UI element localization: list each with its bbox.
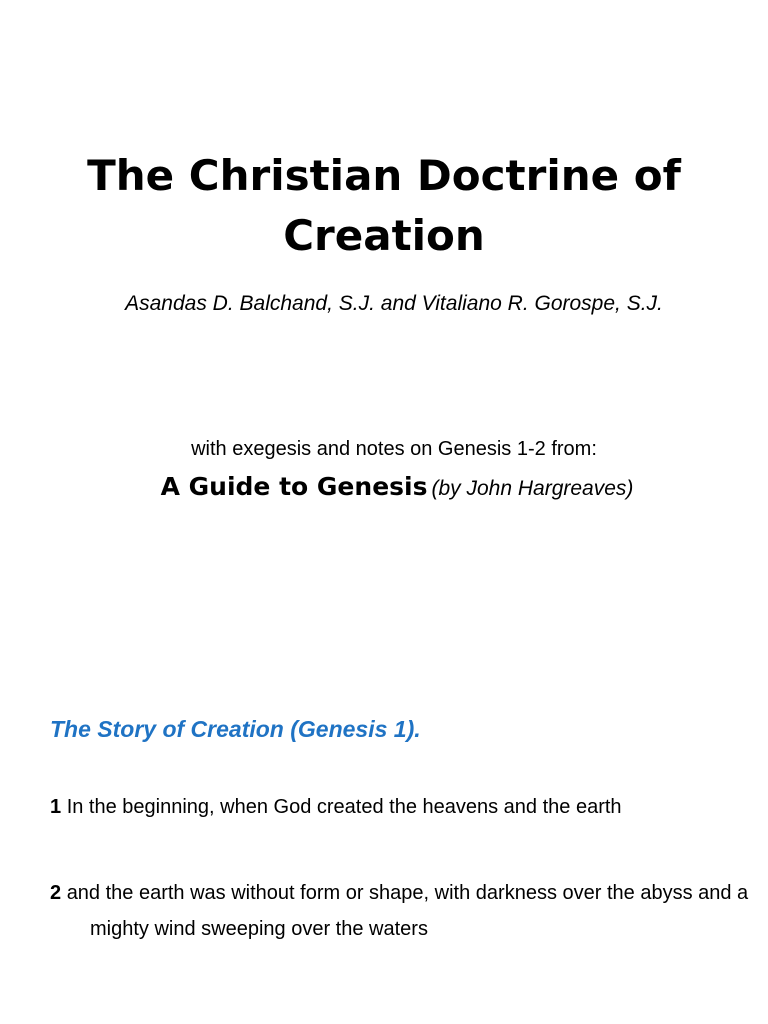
section-heading: The Story of Creation (Genesis 1). [50,716,421,742]
verse-1 [50,789,768,825]
source-title: A Guide to Genesis [160,472,428,501]
verse-2 [50,875,768,947]
verse-text: In the beginning, when God created the heavens and the earth [66,796,622,818]
source-author: (by John Hargreaves) [431,477,634,500]
verse-text: and the earth was without form or shape, with darkness over the abyss and a mighty wind sweeping over the waters [66,882,749,940]
page-title: The Christian Doctrine of Creation [87,151,681,260]
authors-line: Asandas D. Balchand, S.J. and Vitaliano R. Gorospe, S.J. [125,292,663,315]
source-citation [0,468,768,510]
source-intro: with exegesis and notes on Genesis 1-2 from: [191,438,597,460]
verse-number: 1 [50,796,62,818]
verse-number: 2 [50,882,62,904]
